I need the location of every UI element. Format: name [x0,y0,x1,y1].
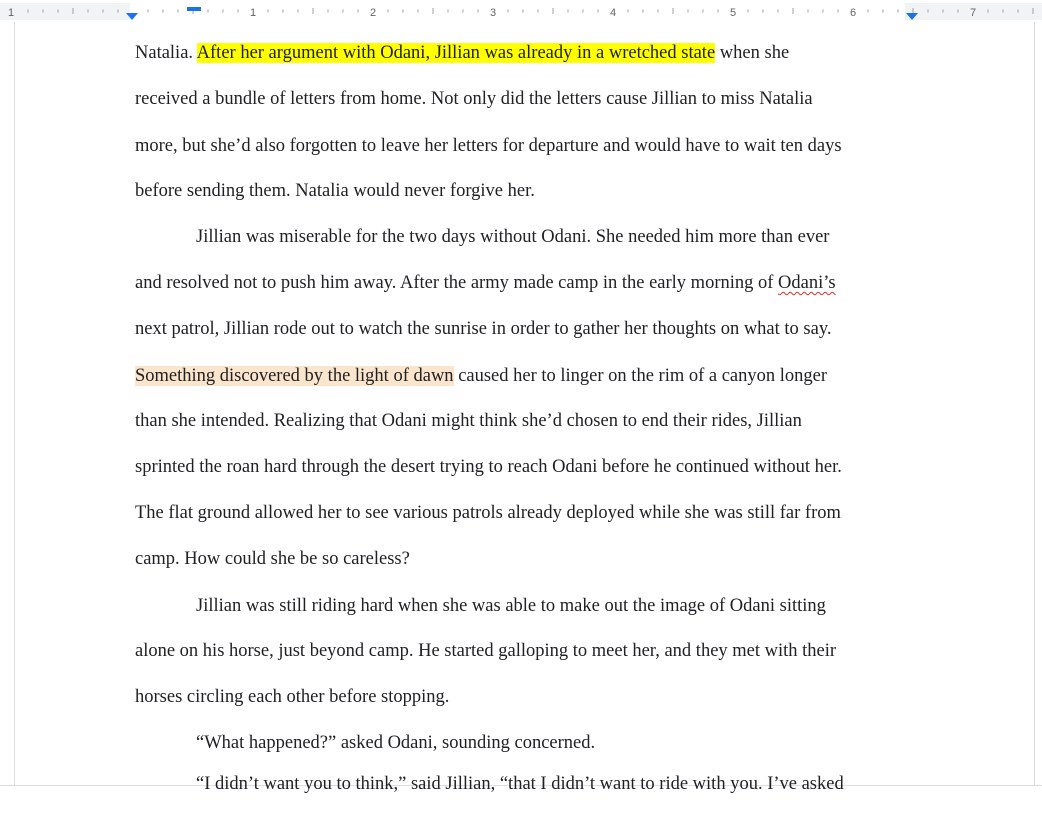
ruler-number-7: 7 [969,7,977,19]
first-line-indent-marker-icon[interactable] [187,7,201,11]
document-line-8[interactable] [135,365,827,387]
document-page[interactable] [15,22,1034,794]
document-line-17-partial[interactable] [196,773,844,794]
line-text: Natalia. [135,43,197,63]
ruler-left-number: 1 [7,7,15,19]
document-line-16[interactable]: “What happened?” asked Odani, sounding concerned. [196,733,596,753]
right-page-edge [1034,22,1035,786]
line-text: caused her to linger on the rim of a canyon longer [453,366,828,386]
document-line-4[interactable]: before sending them. Natalia would never forgive her. [135,181,535,201]
highlight-orange: Something discovered by the light of dawn [135,366,454,386]
document-line-3[interactable]: more, but she’d also forgotten to leave her letters for departure and would have to wait ten days [135,136,842,156]
ruler-number-6: 6 [849,7,857,19]
document-line-15[interactable]: horses circling each other before stopping. [135,687,450,707]
horizontal-ruler[interactable] [0,0,1042,22]
ruler-number-2: 2 [369,7,377,19]
document-line-5[interactable]: Jillian was miserable for the two days without Odani. She needed him more than ever [196,227,830,247]
document-line-9[interactable]: than she intended. Realizing that Odani might think she’d chosen to end their rides, Jillian [135,411,802,431]
document-line-11[interactable]: The flat ground allowed her to see various patrols already deployed while she was still far from [135,503,841,523]
document-line-14[interactable]: alone on his horse, just beyond camp. He started galloping to meet her, and they met with their [135,641,837,661]
ruler-scale[interactable] [0,0,1042,22]
highlight-yellow: After her argument with Odani, Jillian was already in a wretched state [196,43,716,63]
document-line-12[interactable]: camp. How could she be so careless? [135,549,410,569]
document-line-13[interactable]: Jillian was still riding hard when she was able to make out the image of Odani sitting [196,596,826,616]
line-text: when she [715,43,790,63]
document-line-10[interactable]: sprinted the roan hard through the desert trying to reach Odani before he continued without her. [135,457,842,477]
ruler-number-4: 4 [609,7,617,19]
line-text: “I didn’t want you to think,” said Jillian, “that I didn’t want to ride with you. I’ve asked [196,774,844,794]
ruler-number-5: 5 [729,7,737,19]
document-line-2[interactable]: received a bundle of letters from home. Not only did the letters cause Jillian to miss Natalia [135,89,813,109]
ruler-number-1: 1 [249,7,257,19]
document-line-7[interactable]: next patrol, Jillian rode out to watch the sunrise in order to gather her thoughts on what to say. [135,319,832,339]
document-line-1[interactable] [135,42,789,64]
line-text: and resolved not to push him away. After the army made camp in the early morning of [135,273,779,293]
spelling-flag-word[interactable]: Odani’s [778,273,836,293]
ruler-number-3: 3 [489,7,497,19]
document-line-6[interactable] [135,272,836,294]
